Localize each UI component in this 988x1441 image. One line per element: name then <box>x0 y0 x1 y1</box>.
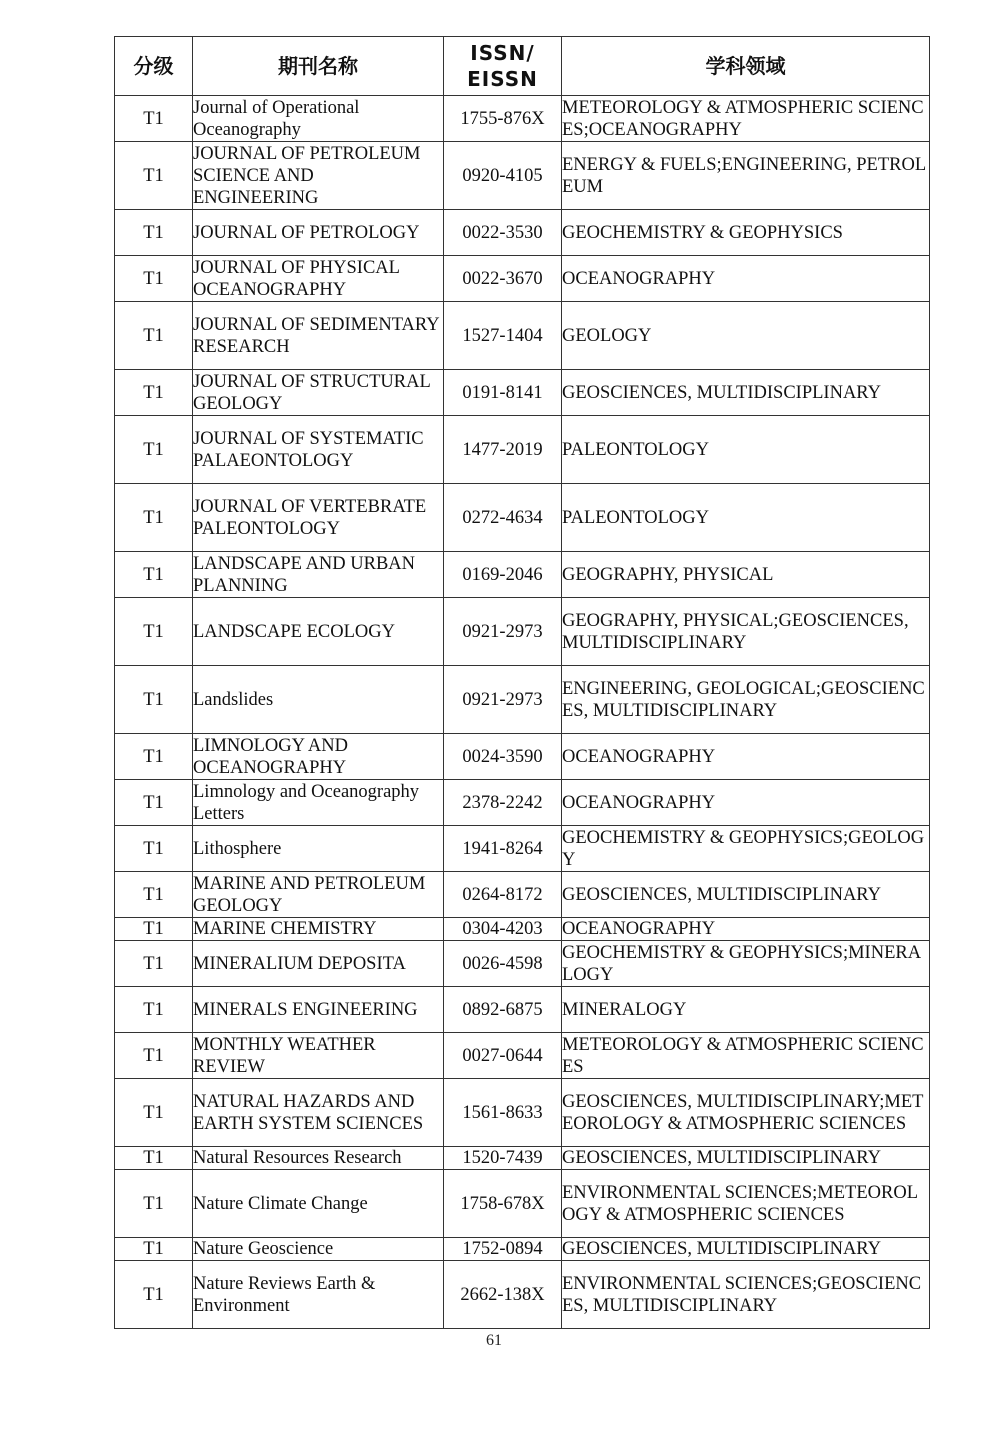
cell-subject-field: GEOCHEMISTRY & GEOPHYSICS <box>562 210 930 256</box>
cell-journal-name: JOURNAL OF VERTEBRATE PALEONTOLOGY <box>193 484 444 552</box>
cell-grade: T1 <box>115 734 193 780</box>
cell-journal-name: NATURAL HAZARDS AND EARTH SYSTEM SCIENCES <box>193 1079 444 1147</box>
cell-subject-field: GEOGRAPHY, PHYSICAL <box>562 552 930 598</box>
table-row <box>115 1033 930 1079</box>
cell-issn: 0026-4598 <box>444 941 562 987</box>
header-issn-line2: EISSN <box>467 67 538 91</box>
cell-issn: 1520-7439 <box>444 1147 562 1170</box>
cell-journal-name: Nature Climate Change <box>193 1170 444 1238</box>
table-row <box>115 1238 930 1261</box>
table-row <box>115 256 930 302</box>
cell-journal-name: LIMNOLOGY AND OCEANOGRAPHY <box>193 734 444 780</box>
cell-grade: T1 <box>115 1033 193 1079</box>
cell-grade: T1 <box>115 780 193 826</box>
cell-grade: T1 <box>115 416 193 484</box>
cell-subject-field: ENVIRONMENTAL SCIENCES;METEOROLOGY & ATMOSPHERIC SCIENCES <box>562 1170 930 1238</box>
table-row <box>115 872 930 918</box>
header-issn <box>444 37 562 96</box>
cell-journal-name: LANDSCAPE AND URBAN PLANNING <box>193 552 444 598</box>
table-row <box>115 370 930 416</box>
table-row <box>115 1261 930 1329</box>
cell-subject-field: GEOCHEMISTRY & GEOPHYSICS;GEOLOGY <box>562 826 930 872</box>
cell-journal-name: Nature Reviews Earth & Environment <box>193 1261 444 1329</box>
cell-subject-field: MINERALOGY <box>562 987 930 1033</box>
cell-issn: 1561-8633 <box>444 1079 562 1147</box>
table-row <box>115 1170 930 1238</box>
cell-journal-name: Natural Resources Research <box>193 1147 444 1170</box>
cell-grade: T1 <box>115 941 193 987</box>
cell-grade: T1 <box>115 142 193 210</box>
table-row <box>115 552 930 598</box>
cell-grade: T1 <box>115 256 193 302</box>
cell-subject-field: METEOROLOGY & ATMOSPHERIC SCIENCES <box>562 1033 930 1079</box>
cell-subject-field: OCEANOGRAPHY <box>562 780 930 826</box>
cell-grade: T1 <box>115 1238 193 1261</box>
cell-issn: 1527-1404 <box>444 302 562 370</box>
cell-issn: 1758-678X <box>444 1170 562 1238</box>
cell-grade: T1 <box>115 302 193 370</box>
cell-subject-field: ENERGY & FUELS;ENGINEERING, PETROLEUM <box>562 142 930 210</box>
cell-journal-name: Landslides <box>193 666 444 734</box>
cell-subject-field: ENVIRONMENTAL SCIENCES;GEOSCIENCES, MULTIDISCIPLINARY <box>562 1261 930 1329</box>
cell-grade: T1 <box>115 370 193 416</box>
page-number: 61 <box>486 1332 502 1349</box>
cell-subject-field: OCEANOGRAPHY <box>562 918 930 941</box>
cell-subject-field: GEOCHEMISTRY & GEOPHYSICS;MINERALOGY <box>562 941 930 987</box>
cell-subject-field: PALEONTOLOGY <box>562 484 930 552</box>
cell-subject-field: GEOSCIENCES, MULTIDISCIPLINARY <box>562 1147 930 1170</box>
table-row <box>115 826 930 872</box>
cell-issn: 0272-4634 <box>444 484 562 552</box>
cell-issn: 0304-4203 <box>444 918 562 941</box>
cell-grade: T1 <box>115 918 193 941</box>
cell-issn: 0921-2973 <box>444 666 562 734</box>
cell-journal-name: JOURNAL OF STRUCTURAL GEOLOGY <box>193 370 444 416</box>
header-subject-field: 学科领域 <box>562 37 930 96</box>
header-grade: 分级 <box>115 37 193 96</box>
cell-issn: 0892-6875 <box>444 987 562 1033</box>
journal-table <box>114 36 930 1329</box>
cell-journal-name: Limnology and Oceanography Letters <box>193 780 444 826</box>
table-row <box>115 302 930 370</box>
cell-grade: T1 <box>115 96 193 142</box>
cell-issn: 2378-2242 <box>444 780 562 826</box>
cell-issn: 2662-138X <box>444 1261 562 1329</box>
cell-journal-name: Nature Geoscience <box>193 1238 444 1261</box>
cell-subject-field: GEOGRAPHY, PHYSICAL;GEOSCIENCES, MULTIDISCIPLINARY <box>562 598 930 666</box>
table-row <box>115 416 930 484</box>
cell-subject-field: ENGINEERING, GEOLOGICAL;GEOSCIENCES, MULTIDISCIPLINARY <box>562 666 930 734</box>
cell-journal-name: JOURNAL OF SYSTEMATIC PALAEONTOLOGY <box>193 416 444 484</box>
cell-journal-name: JOURNAL OF PHYSICAL OCEANOGRAPHY <box>193 256 444 302</box>
cell-subject-field: GEOLOGY <box>562 302 930 370</box>
cell-grade: T1 <box>115 210 193 256</box>
cell-grade: T1 <box>115 552 193 598</box>
cell-issn: 1755-876X <box>444 96 562 142</box>
cell-subject-field: GEOSCIENCES, MULTIDISCIPLINARY;METEOROLOGY & ATMOSPHERIC SCIENCES <box>562 1079 930 1147</box>
cell-issn: 0022-3530 <box>444 210 562 256</box>
cell-journal-name: MARINE AND PETROLEUM GEOLOGY <box>193 872 444 918</box>
cell-grade: T1 <box>115 826 193 872</box>
cell-subject-field: OCEANOGRAPHY <box>562 256 930 302</box>
cell-subject-field: OCEANOGRAPHY <box>562 734 930 780</box>
cell-grade: T1 <box>115 1079 193 1147</box>
cell-journal-name: MINERALIUM DEPOSITA <box>193 941 444 987</box>
cell-issn: 0024-3590 <box>444 734 562 780</box>
table-row <box>115 941 930 987</box>
cell-journal-name: MARINE CHEMISTRY <box>193 918 444 941</box>
cell-journal-name: JOURNAL OF PETROLEUM SCIENCE AND ENGINEERING <box>193 142 444 210</box>
table-row <box>115 484 930 552</box>
cell-issn: 0920-4105 <box>444 142 562 210</box>
table-row <box>115 918 930 941</box>
cell-journal-name: Journal of Operational Oceanography <box>193 96 444 142</box>
cell-issn: 0027-0644 <box>444 1033 562 1079</box>
cell-issn: 0264-8172 <box>444 872 562 918</box>
cell-issn: 0022-3670 <box>444 256 562 302</box>
cell-subject-field: PALEONTOLOGY <box>562 416 930 484</box>
cell-grade: T1 <box>115 1147 193 1170</box>
cell-journal-name: LANDSCAPE ECOLOGY <box>193 598 444 666</box>
cell-issn: 1941-8264 <box>444 826 562 872</box>
table-row <box>115 1147 930 1170</box>
cell-grade: T1 <box>115 1170 193 1238</box>
cell-journal-name: MONTHLY WEATHER REVIEW <box>193 1033 444 1079</box>
cell-subject-field: METEOROLOGY & ATMOSPHERIC SCIENCES;OCEANOGRAPHY <box>562 96 930 142</box>
cell-grade: T1 <box>115 598 193 666</box>
cell-subject-field: GEOSCIENCES, MULTIDISCIPLINARY <box>562 370 930 416</box>
cell-issn: 1477-2019 <box>444 416 562 484</box>
cell-subject-field: GEOSCIENCES, MULTIDISCIPLINARY <box>562 1238 930 1261</box>
cell-issn: 0191-8141 <box>444 370 562 416</box>
cell-journal-name: Lithosphere <box>193 826 444 872</box>
table-row <box>115 142 930 210</box>
table-row <box>115 666 930 734</box>
table-row <box>115 734 930 780</box>
cell-journal-name: MINERALS ENGINEERING <box>193 987 444 1033</box>
header-journal-name: 期刊名称 <box>193 37 444 96</box>
cell-journal-name: JOURNAL OF PETROLOGY <box>193 210 444 256</box>
table-row <box>115 987 930 1033</box>
table-row <box>115 1079 930 1147</box>
cell-grade: T1 <box>115 666 193 734</box>
cell-grade: T1 <box>115 484 193 552</box>
table-row <box>115 96 930 142</box>
cell-issn: 1752-0894 <box>444 1238 562 1261</box>
cell-journal-name: JOURNAL OF SEDIMENTARY RESEARCH <box>193 302 444 370</box>
cell-grade: T1 <box>115 872 193 918</box>
table-row <box>115 598 930 666</box>
cell-issn: 0921-2973 <box>444 598 562 666</box>
table-row <box>115 780 930 826</box>
table-row <box>115 210 930 256</box>
cell-grade: T1 <box>115 987 193 1033</box>
cell-grade: T1 <box>115 1261 193 1329</box>
cell-subject-field: GEOSCIENCES, MULTIDISCIPLINARY <box>562 872 930 918</box>
header-issn-line1: ISSN/ <box>470 41 535 65</box>
table-header-row <box>115 37 930 96</box>
cell-issn: 0169-2046 <box>444 552 562 598</box>
